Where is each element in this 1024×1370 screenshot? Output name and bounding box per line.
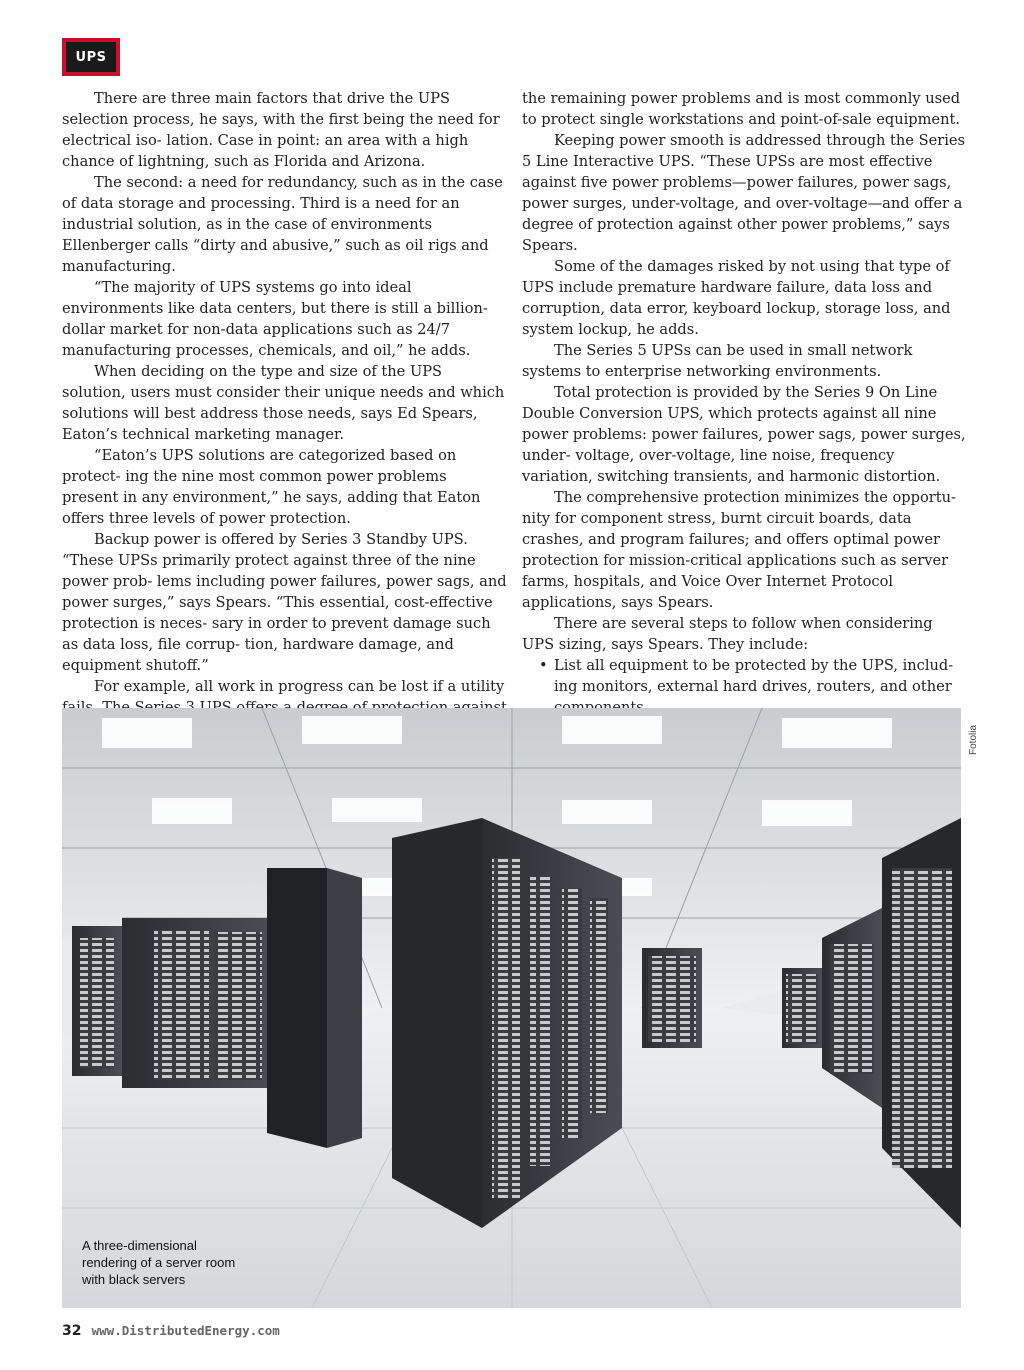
- paragraph: The comprehensive protection minimizes the opportu- nity for component stress, burnt circuit boards, data crashes, and program failures; and offers optimal power protection for mission-critical applications such as server farms, hospitals, and Voice Over Internet Protocol applications, says Spears.: [522, 489, 956, 611]
- photo-caption: A three-dimensional rendering of a server room with black servers: [82, 1238, 236, 1287]
- site-url[interactable]: www.DistributedEnergy.com: [91, 1323, 280, 1338]
- section-tag-label: UPS: [66, 42, 116, 72]
- paragraph: The second: a need for redundancy, such as in the case of data storage and processing. Third is a need for an industrial solution, as in the case of environments Ellenberger calls “dirty and abusive,” such as oil rigs and manufacturing.: [62, 174, 503, 275]
- paragraph: Total protection is provided by the Series 9 On Line Double Conversion UPS, which protects against all nine power problems: power failures, power sags, power surges, under- voltage, over-voltage, line noise, frequency variation, switching transients, and harmonic distortion.: [522, 384, 966, 485]
- server-room-illustration: [62, 708, 961, 1308]
- paragraph: When deciding on the type and size of the UPS solution, users must consider their unique needs and which solutions will best address those needs, says Ed Spears, Eaton’s technical marketing manager.: [62, 363, 505, 443]
- page-number: 32: [62, 1323, 82, 1339]
- paragraph: Keeping power smooth is addressed through the Series 5 Line Interactive UPS. “These UPSs are most effective against five power problems—power failures, power sags, power surges, under-voltage, and over-voltage—and offer a degree of protection against other power problems,” says Spears.: [522, 132, 965, 254]
- page-footer: [62, 1323, 280, 1339]
- paragraph: Some of the damages risked by not using that type of UPS include premature hardware failure, data loss and corruption, data error, keyboard lockup, storage loss, and system lockup, he adds.: [522, 258, 951, 338]
- paragraph-continuation: the remaining power problems and is most commonly used to protect single workstations and point-of-sale equipment.: [522, 90, 961, 128]
- paragraph: “Eaton’s UPS solutions are categorized based on protect- ing the nine most common power problems present in any environment,” he says, adding that Eaton offers three levels of power protection.: [62, 447, 481, 527]
- paragraph: There are several steps to follow when considering UPS sizing, says Spears. They include:: [522, 615, 933, 653]
- left-column: [62, 88, 507, 718]
- paragraph: There are three main factors that drive the UPS selection process, he says, with the first being the need for electrical iso- lation. Case in point: an area with a high chance of lightning, such as Florida and Arizona.: [62, 90, 500, 170]
- paragraph: For example, all work in progress can be lost if a utility: [94, 678, 505, 695]
- list-item-text: List all equipment to be protected by the UPS, includ- ing monitors, external hard drives, routers, and other: [554, 657, 954, 695]
- paragraph: The Series 5 UPSs can be used in small network systems to enterprise networking environments.: [522, 342, 913, 380]
- paragraph: “The majority of UPS systems go into ideal environments like data centers, but there is still a billion-dollar market for non-data applications such as 24/7 manufacturing processes, chemicals, and oil,” he adds.: [62, 279, 488, 359]
- paragraph: Backup power is offered by Series 3 Standby UPS. “These UPSs primarily protect against three of the nine power prob- lems including power failures, power sags, and power surges,” says Spears. “This essential, cost-effective protection is neces- sary in order to prevent damage such as data loss, file corrup- tion, hardware damage, and equipment shutoff.”: [62, 531, 507, 674]
- section-tag: [62, 38, 120, 76]
- right-column: [522, 88, 968, 718]
- bullet-icon: •: [539, 657, 548, 674]
- server-room-photo: [62, 708, 961, 1308]
- photo-credit: Fotolia: [967, 724, 979, 755]
